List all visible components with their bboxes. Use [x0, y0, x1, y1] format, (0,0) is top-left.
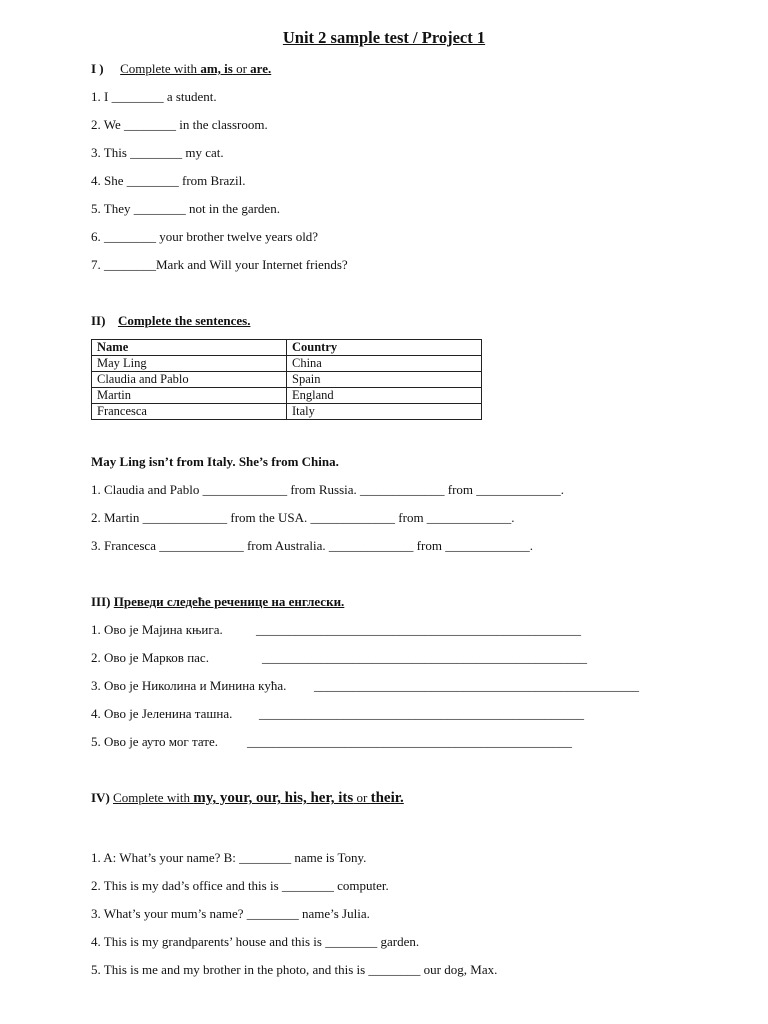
- section-3-number: III): [91, 594, 111, 609]
- section-4-number: IV): [91, 790, 110, 805]
- table-cell: Spain: [287, 372, 482, 388]
- section-1-number: I ): [91, 61, 104, 76]
- example-sentence: May Ling isn’t from Italy. She’s from China.: [91, 454, 339, 469]
- page-title: Unit 2 sample test / Project 1: [282, 28, 486, 47]
- list-item: 3. Francesca _____________ from Australia. _____________ from _____________.: [91, 538, 533, 553]
- table-cell: May Ling: [92, 356, 287, 372]
- list-item: 3. Ово је Николина и Минина кућа.: [91, 678, 287, 693]
- table-row: [92, 404, 482, 420]
- table-header: Name: [92, 340, 287, 356]
- answer-line: __________________________________________________: [259, 706, 584, 721]
- section-3-instruction: Преведи следеће реченице на енглески.: [113, 594, 345, 609]
- list-item: 5. Ово је ауто мог тате.: [91, 734, 218, 749]
- instruction-text: Complete with: [120, 61, 201, 76]
- list-item: 1. Claudia and Pablo _____________ from Russia. _____________ from _____________.: [91, 482, 565, 497]
- list-item: 7. ________Mark and Will your Internet friends?: [91, 257, 348, 272]
- section-2-instruction: Complete the sentences.: [117, 313, 251, 328]
- list-item: 4. This is my grandparents’ house and this is ________ garden.: [91, 934, 420, 949]
- table-cell: Martin: [92, 388, 287, 404]
- list-item: 5. This is me and my brother in the photo, and this is ________ our dog, Max.: [91, 962, 498, 977]
- instruction-text: .: [267, 61, 272, 76]
- section-2-heading: [91, 313, 250, 329]
- list-item: 4. She ________ from Brazil.: [91, 173, 246, 188]
- list-item: 1. A: What’s your name? B: ________ name is Tony.: [91, 850, 367, 865]
- instruction-text: .: [400, 790, 404, 806]
- list-item: 1. Ово је Мајина књига.: [91, 622, 223, 637]
- table-cell: Italy: [287, 404, 482, 420]
- section-1-instruction: [120, 61, 271, 76]
- instruction-keyword: my, your, our, his, her, its: [193, 790, 354, 806]
- section-2-number: II): [91, 313, 106, 328]
- list-item: 2. This is my dad’s office and this is ________ computer.: [91, 878, 389, 893]
- section-4-instruction: [113, 790, 404, 805]
- table-cell: Francesca: [92, 404, 287, 420]
- table-cell: China: [287, 356, 482, 372]
- list-item: 6. ________ your brother twelve years old?: [91, 229, 319, 244]
- table-row: [92, 372, 482, 388]
- answer-line: __________________________________________________: [262, 650, 587, 665]
- instruction-keyword: am, is: [200, 61, 233, 76]
- table-header-row: [92, 340, 482, 356]
- instruction-keyword: their: [370, 790, 401, 806]
- instruction-keyword: are: [250, 61, 268, 76]
- country-table: [91, 339, 482, 420]
- table-cell: England: [287, 388, 482, 404]
- answer-line: __________________________________________________: [256, 622, 581, 637]
- table-cell: Claudia and Pablo: [92, 372, 287, 388]
- list-item: 2. We ________ in the classroom.: [91, 117, 268, 132]
- list-item: 5. They ________ not in the garden.: [91, 201, 280, 216]
- list-item: 2. Martin _____________ from the USA. _____________ from _____________.: [91, 510, 515, 525]
- table-header: Country: [287, 340, 482, 356]
- table-row: [92, 388, 482, 404]
- table-row: [92, 356, 482, 372]
- list-item: 2. Ово је Марков пас.: [91, 650, 209, 665]
- list-item: 1. I ________ a student.: [91, 89, 217, 104]
- list-item: 3. What’s your mum’s name? ________ name’s Julia.: [91, 906, 370, 921]
- answer-line: __________________________________________________: [314, 678, 639, 693]
- answer-line: __________________________________________________: [247, 734, 572, 749]
- section-3-heading: [91, 594, 344, 610]
- section-4-heading: [91, 790, 404, 807]
- instruction-text: or: [353, 790, 371, 805]
- instruction-text: or: [232, 61, 251, 76]
- list-item: 4. Ово је Јеленина ташна.: [91, 706, 233, 721]
- list-item: 3. This ________ my cat.: [91, 145, 224, 160]
- section-1-heading: [91, 61, 271, 77]
- instruction-text: Complete with: [113, 790, 194, 805]
